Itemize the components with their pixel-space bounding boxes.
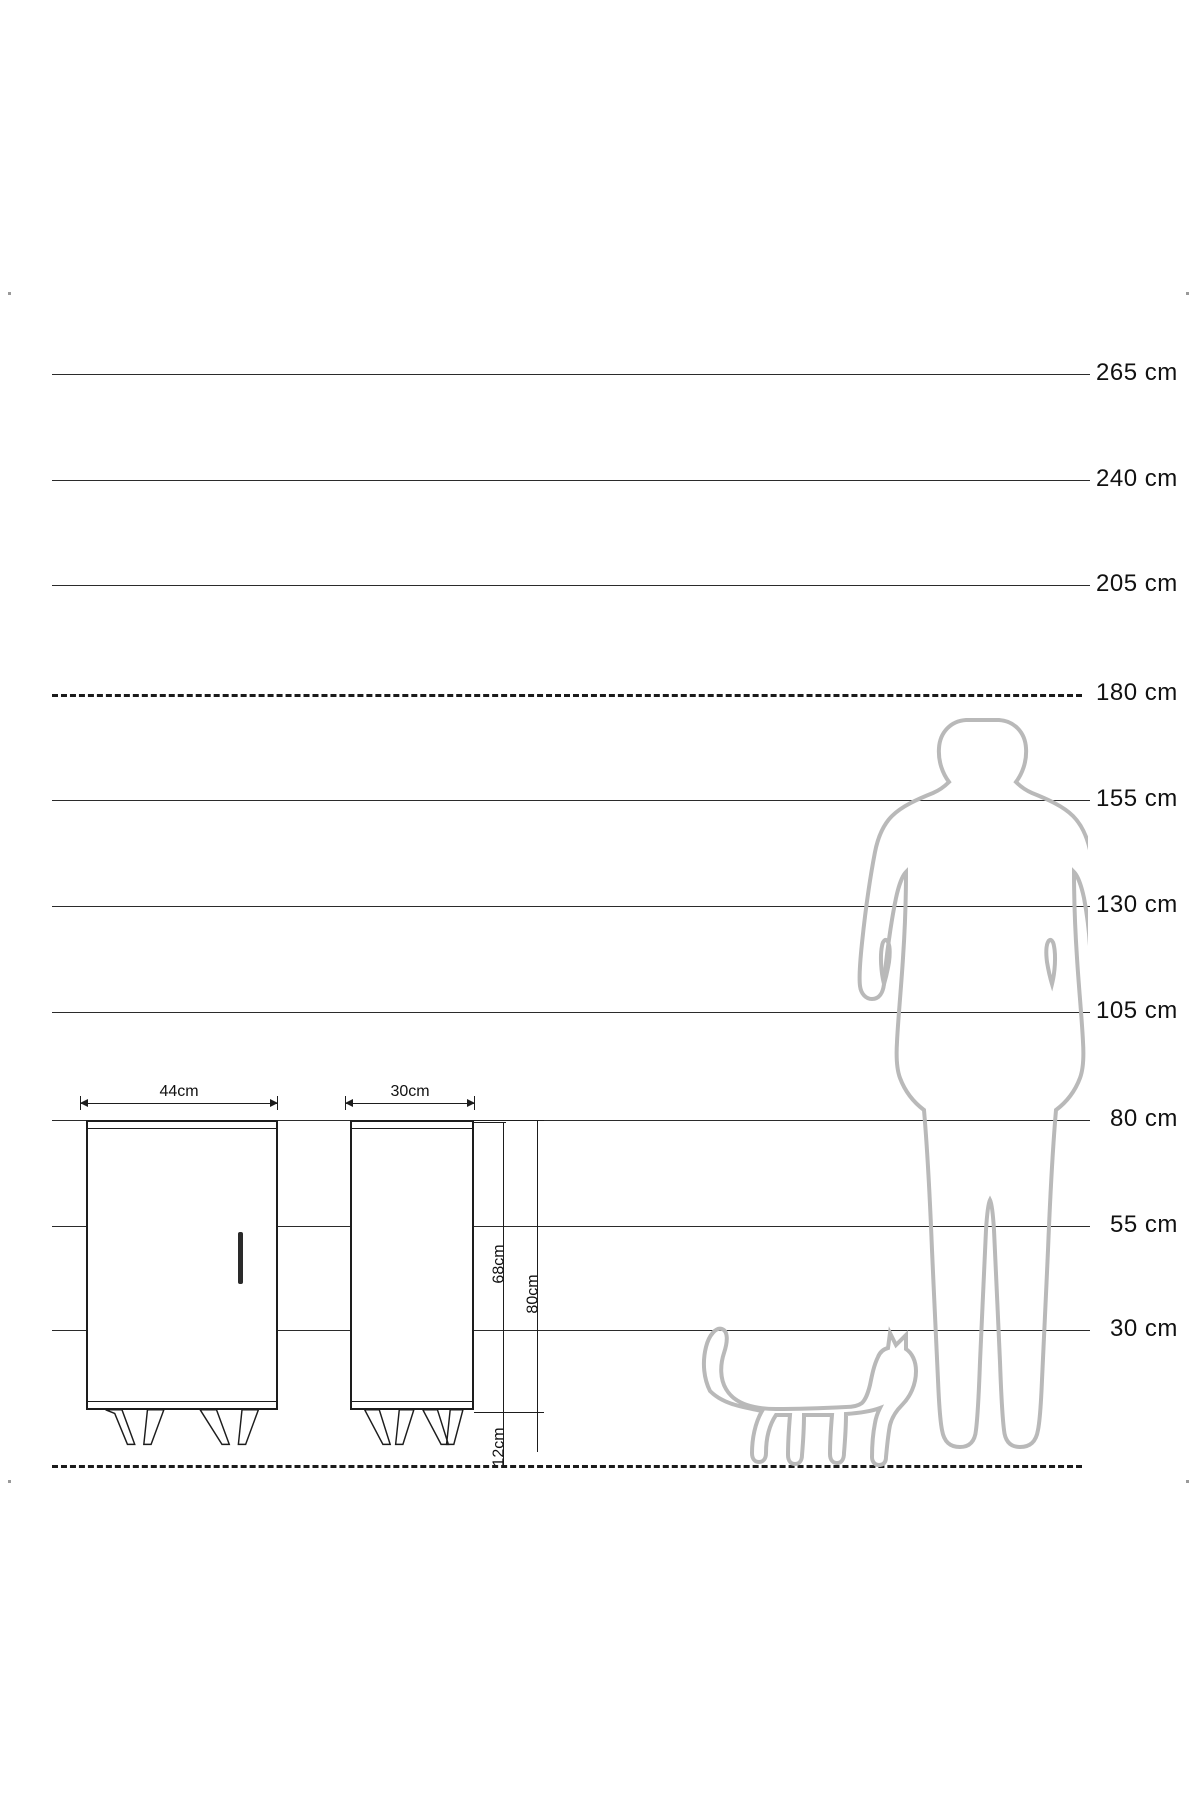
cabinet-body [350,1120,474,1410]
extension-line-body-68 [474,1122,506,1123]
cabinet-bottom-edge-line [88,1401,276,1402]
scale-label-240: 240 cm [1096,465,1178,492]
scale-line [52,374,1074,375]
dim-width-44 [80,1083,278,1104]
cabinet-legs [86,1408,278,1448]
scale-label-155: 155 cm [1096,785,1178,812]
cabinet-top-edge-line [88,1128,276,1129]
cabinet-body [86,1120,278,1410]
scale-level-265 [0,359,1200,386]
extension-line-leg-12 [474,1412,544,1413]
registration-dot-bottom-right [1186,1480,1189,1483]
scale-label-30: 30 cm [1110,1315,1178,1342]
dim-label-44cm: 44cm [159,1083,199,1100]
cabinet-handle[interactable] [238,1232,243,1284]
dim-width-30 [345,1083,475,1104]
scale-label-265: 265 cm [1096,359,1178,386]
cabinet-legs [350,1408,474,1448]
scale-level-240 [0,465,1200,492]
registration-dot-top-left [8,292,11,295]
cabinet-top-edge-line [352,1128,472,1129]
scale-label-105: 105 cm [1096,997,1178,1024]
dim-label-68cm: 68cm [490,1244,508,1284]
scale-label-130: 130 cm [1096,891,1178,918]
scale-line [52,480,1074,481]
cabinet-wide [86,1120,278,1410]
cabinet-narrow [350,1120,474,1410]
scale-label-205: 205 cm [1096,570,1178,597]
scale-tick [1074,480,1090,481]
dim-label-80cm: 80cm [524,1274,542,1314]
scale-line [52,585,1074,586]
scale-tick [1074,374,1090,375]
scale-tick [1074,585,1090,586]
cat-silhouette [700,1295,930,1470]
registration-dot-bottom-left [8,1480,11,1483]
dim-label-30cm: 30cm [390,1083,430,1100]
dim-label-12cm: 12cm [490,1427,508,1467]
registration-dot-top-right [1186,292,1189,295]
scale-label-55: 55 cm [1110,1211,1178,1238]
scale-label-80: 80 cm [1110,1105,1178,1132]
cabinet-bottom-edge-line [352,1401,472,1402]
scale-level-205 [0,570,1200,597]
extension-line-top-80 [474,1120,544,1121]
scale-label-180: 180 cm [1096,679,1178,706]
